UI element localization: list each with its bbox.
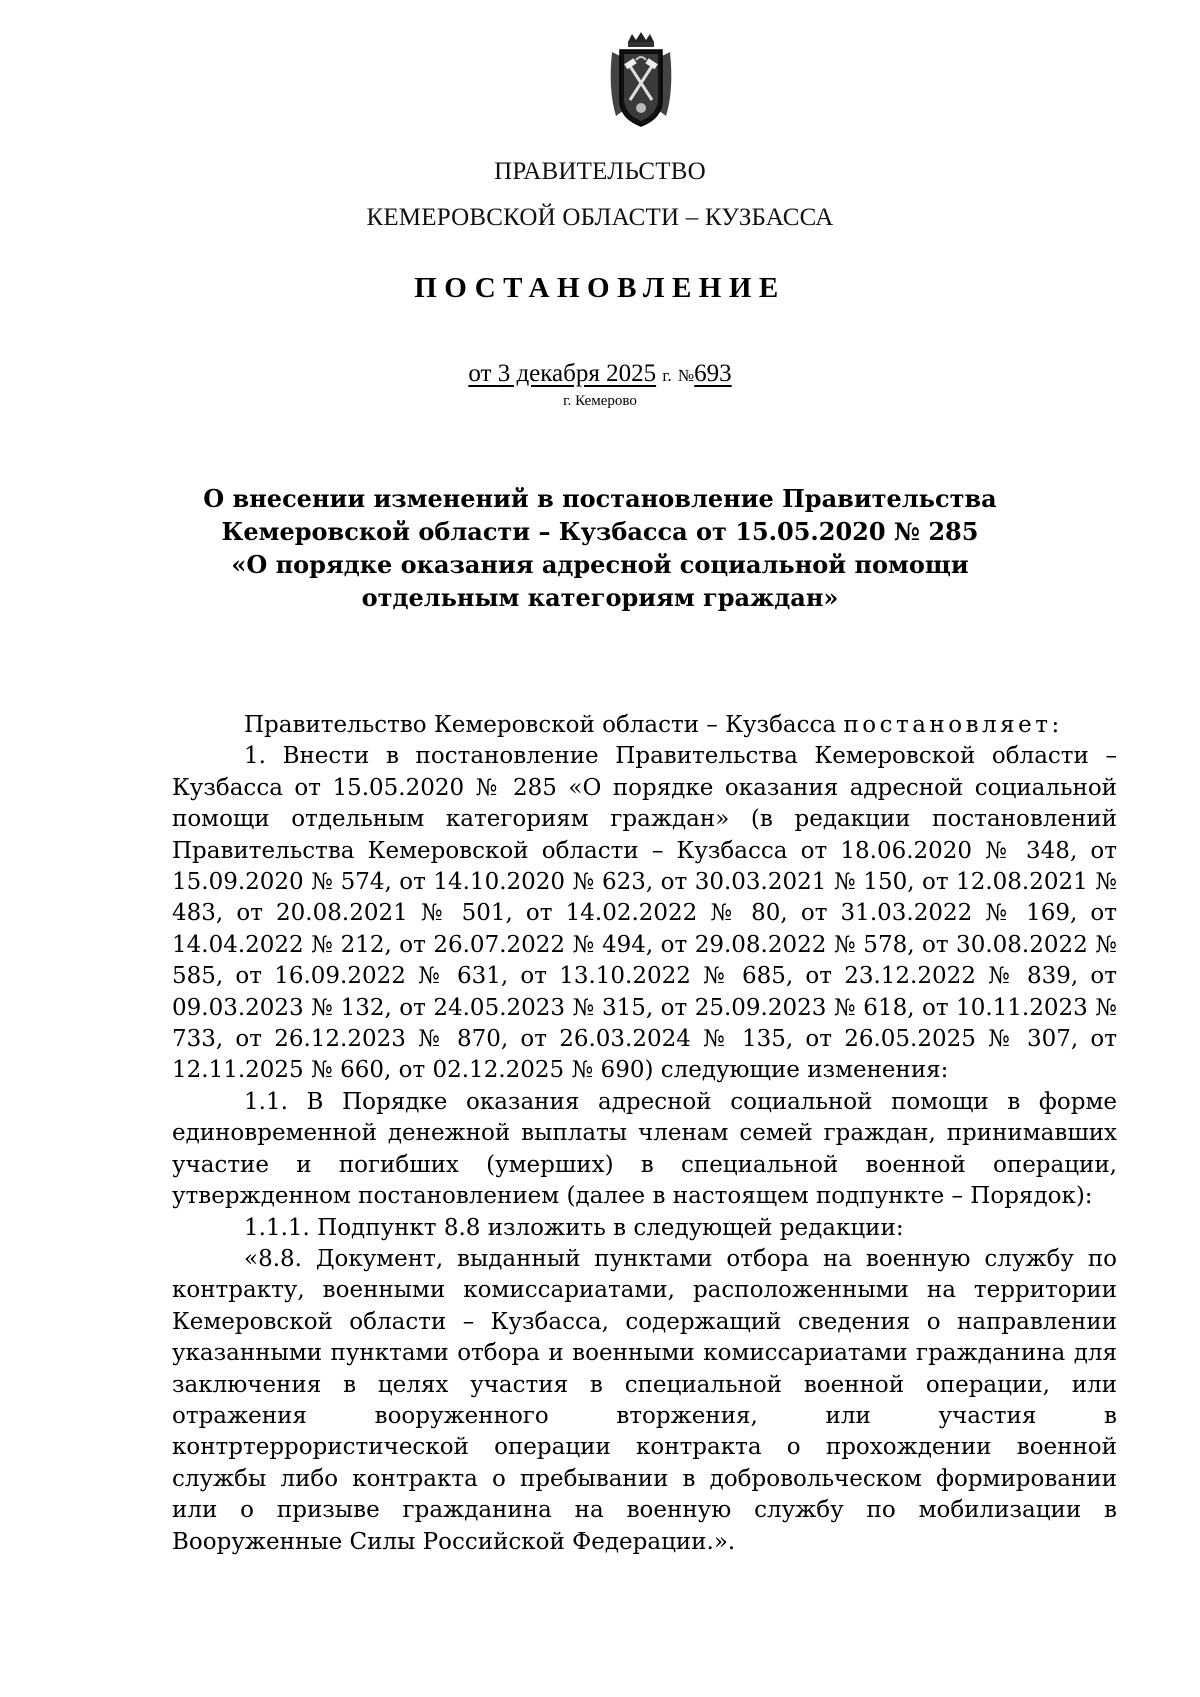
date-number-line xyxy=(0,360,1200,388)
date-prefix: от xyxy=(468,360,492,387)
preamble-verb: постановляет: xyxy=(843,712,1063,738)
paragraph-1-1: 1.1. В Порядке оказания адресной социальной помощи в форме единовременной денежной выплаты членам семей граждан, принимавших участие и погибших (умерших) в специальной военной операции, утвержденном постановлением (далее в настоящем подпункте – Порядок): xyxy=(172,1088,1117,1210)
paragraph-1-1-1: 1.1.1. Подпункт 8.8 изложить в следующей редакции: xyxy=(244,1214,904,1241)
coat-of-arms-icon xyxy=(606,30,676,130)
paragraph-1: 1. Внести в постановление Правительства Кемеровской области – Кузбасса от 15.05.2020 № 285 «О порядке оказания адресной социальной помощи отдельным категориям граждан» (в редакции постановлений Правительства Кемеровской области – Кузбасса от 18.06.2020 № 348, от 15.09.2020 № 574, от 14.10.2020 № 623, от 30.03.2021 № 150, от 12.08.2021 № 483, от 20.08.2021 № 501, от 14.02.2022 № 80, от 31.03.2022 № 169, от 14.04.2022 № 212, от 26.07.2022 № 494, от 29.08.2022 № 578, от 30.08.2022 № 585, от 16.09.2022 № 631, от 13.10.2022 № 685, от 23.12.2022 № 839, от 09.03.2023 № 132, от 24.05.2023 № 315, от 25.09.2023 № 618, от 10.11.2023 № 733, от 26.12.2023 № 870, от 26.03.2024 № 135, от 26.05.2025 № 307, от 12.11.2025 № 660, от 02.12.2025 № 690) следующие изменения: xyxy=(172,743,1117,1084)
year-abbr: г. xyxy=(662,366,672,385)
region-title: КЕМЕРОВСКОЙ ОБЛАСТИ – КУЗБАССА xyxy=(366,204,834,231)
paragraph-8-8: «8.8. Документ, выданный пунктами отбора на военную службу по контракту, военными комиссариатами, расположенными на территории Кемеровской области – Кузбасса, содержащий сведения о направлении указанными пунктами отбора и военными комиссариатами гражданина для заключения в целях участия в специальной военной операции, или отражения вооруженного вторжения, или участия в контртеррористической операции контракта о прохождении военной службы либо контракта о пребывании в добровольческом формировании или о призыве гражданина на военную службу по мобилизации в Вооруженные Силы Российской Федерации.». xyxy=(172,1245,1117,1555)
preamble xyxy=(172,710,1117,741)
government-title: ПРАВИТЕЛЬСТВО xyxy=(494,158,706,185)
document-date: 3 декабря 2025 xyxy=(497,360,657,387)
document-type: ПОСТАНОВЛЕНИЕ xyxy=(414,272,786,304)
number-sign: № xyxy=(677,366,695,385)
document-body xyxy=(172,710,1117,1558)
city: г. Кемерово xyxy=(563,393,637,409)
document-number: 693 xyxy=(694,360,732,387)
preamble-text: Правительство Кемеровской области – Кузбасса xyxy=(244,712,837,738)
document-title: О внесении изменений в постановление Правительства Кемеровской области – Кузбасса от 15.05.2020 № 285 «О порядке оказания адресной социальной помощи отдельным категориям граждан» xyxy=(203,484,997,612)
